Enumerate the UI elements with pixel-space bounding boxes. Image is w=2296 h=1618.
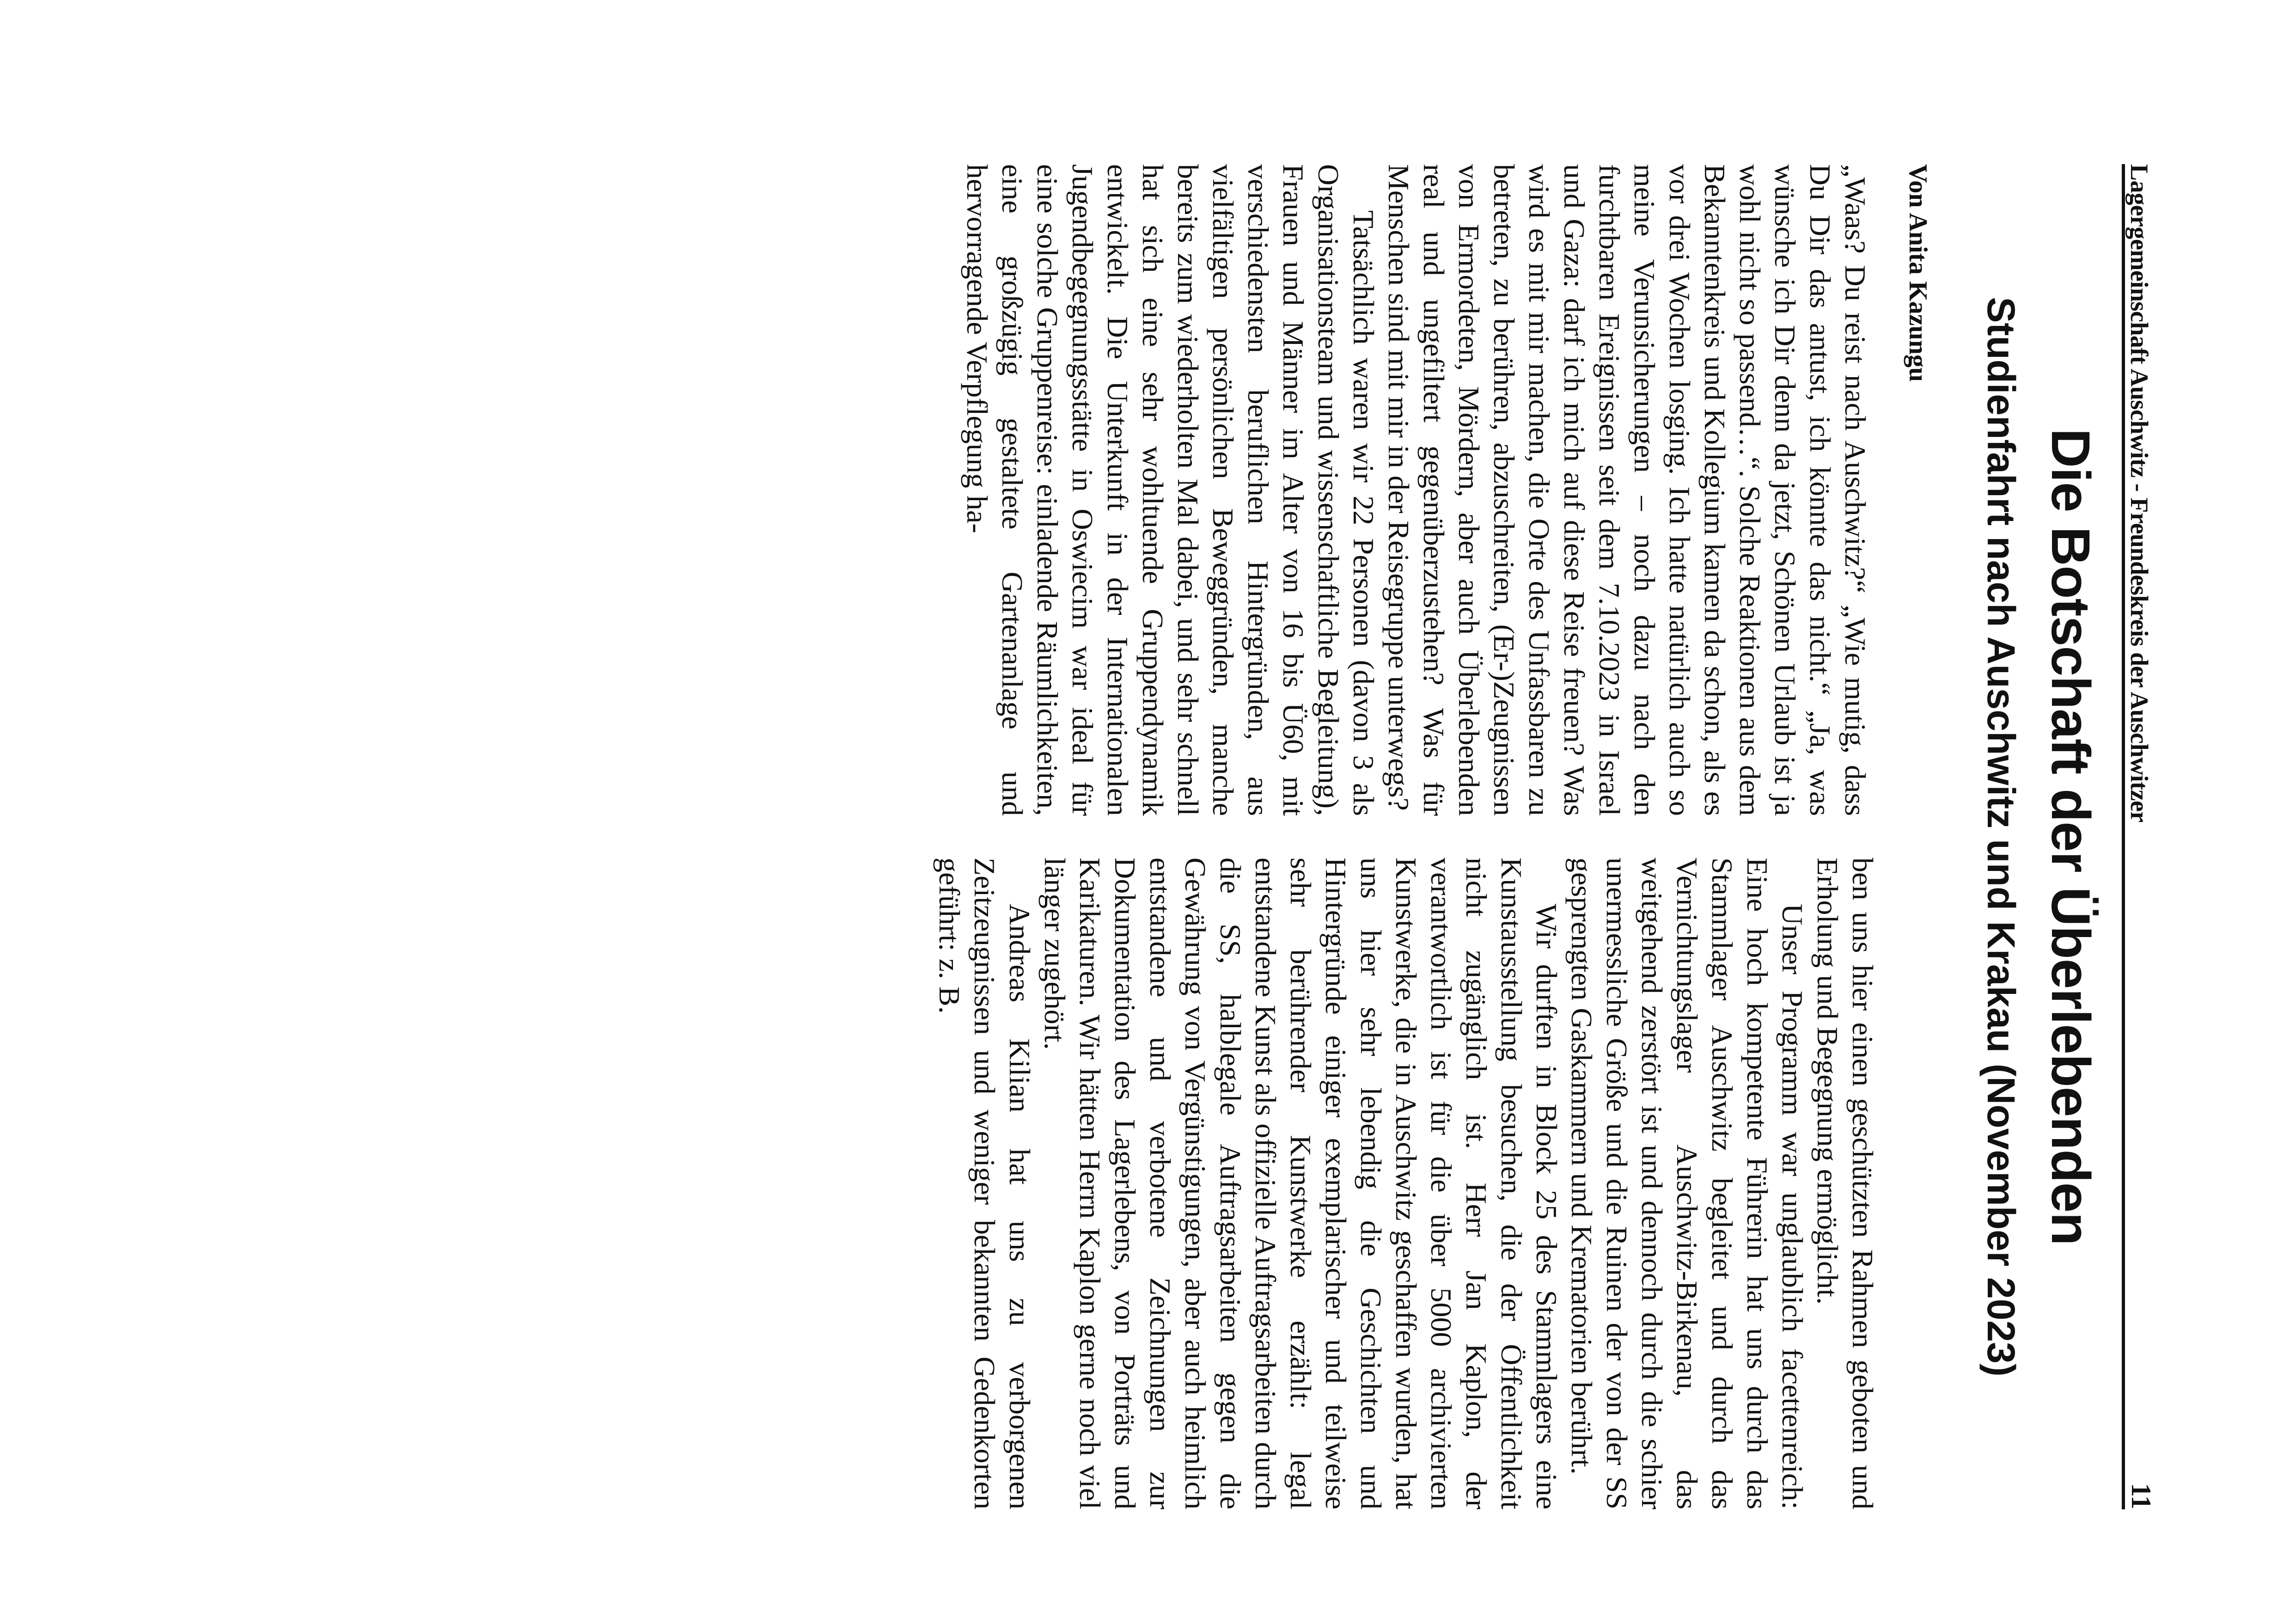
- running-header: [2122, 164, 2162, 1509]
- article-byline: Von Anita Kazungu: [1904, 164, 1932, 382]
- paragraph: „Waas? Du reist nach Auschwitz?“ „Wie mutig, dass Du Dir das antust, ich könnte das nicht.“ „Ja, was wünsche ich Dir denn da jetzt, Schönen Urlaub ist ja wohl nicht so passend…“. Solche Reaktionen aus dem Bekanntenkreis und Kollegium kamen da schon, als es vor drei Wochen losging. Ich hatte natürlich auch so meine Verunsicherungen – noch dazu nach den furchtbaren Ereignissen seit dem 7.10.2023 in Israel und Gaza: darf ich mich auf diese Reise freuen? Was wird es mit mir machen, die Orte des Unfassbaren zu betreten, zu berühren, abzuschreiten, (Er-)Zeugnissen von Ermordeten, Mördern, aber auch Überlebenden real und ungefiltert gegenüberzustehen? Was für Menschen sind mit mir in der Reisegruppe unterwegs?: [1382, 164, 1872, 816]
- article-title: Die Botschaft der Überlebenden: [2040, 428, 2101, 1245]
- paragraph: Unser Programm war unglaublich facettenreich: Eine hoch kompetente Führerin hat uns durch das Stammlager Auschwitz begleitet und durch das Vernichtungslager Auschwitz-Birkenau, das weitgehend zerstört ist und dennoch durch die schier unermessliche Größe und die Ruinen der von der SS gesprengten Gaskammern und Krematorien berührt.: [1565, 858, 1809, 1509]
- page-number: 11: [2126, 1483, 2156, 1509]
- paragraph: Wir durften in Block 25 des Stammlagers eine Kunstausstellung besuchen, die der Öffentlichkeit nicht zugänglich ist. Herr Jan Kaplon, der verantwortlich ist für die über 5000 archivierten Kunstwerke, die in Auschwitz geschaffen wurden, hat uns hier sehr lebendig die Geschichten und Hintergründe einiger exemplarischer und teilweise sehr berührender Kunstwerke erzählt: legal entstandene Kunst als offizielle Auftragsarbeiten durch die SS, halblegale Auftragsarbeiten gegen die Gewährung von Vergünstigungen, aber auch heimlich entstandene und verbotene Zeichnungen zur Dokumentation des Lagerlebens, von Porträts und Karikaturen. Wir hätten Herrn Kaplon gerne noch viel länger zugehört.: [1038, 858, 1563, 1509]
- article-subtitle: Studienfahrt nach Auschwitz und Krakau (November 2023): [1979, 297, 2023, 1377]
- left-column: [959, 164, 1936, 816]
- paragraph: Andreas Kilian hat uns zu verborgenen Zeitzeugnissen und weniger bekannten Gedenkorten geführt: z. B.: [933, 858, 1036, 1509]
- paragraph: ben uns hier einen geschützten Rahmen geboten und Erholung und Begegnung ermöglicht.: [1811, 858, 1879, 1509]
- paragraph: Tatsächlich waren wir 22 Personen (davon 3 als Organisationsteam und wissenschaftliche Begleitung), Frauen und Männer im Alter von 16 bis Ü60, mit verschiedensten beruflichen Hintergründen, aus vielfältigen persönlichen Beweggründen, manche bereits zum wiederholten Mal dabei, und sehr schnell hat sich eine sehr wohltuende Gruppendynamik entwickelt. Die Unterkunft in der Internationalen Jugendbegegnungsstätte in Oswiecim war ideal für eine solche Gruppenreise: einladende Räumlichkeiten, eine großzügig gestaltete Gartenanlage und hervorragende Verpflegung ha-: [961, 164, 1380, 816]
- running-title: Lagergemeinschaft Auschwitz - Freundeskreis der Auschwitzer: [2125, 164, 2153, 822]
- right-column: [932, 858, 1880, 1509]
